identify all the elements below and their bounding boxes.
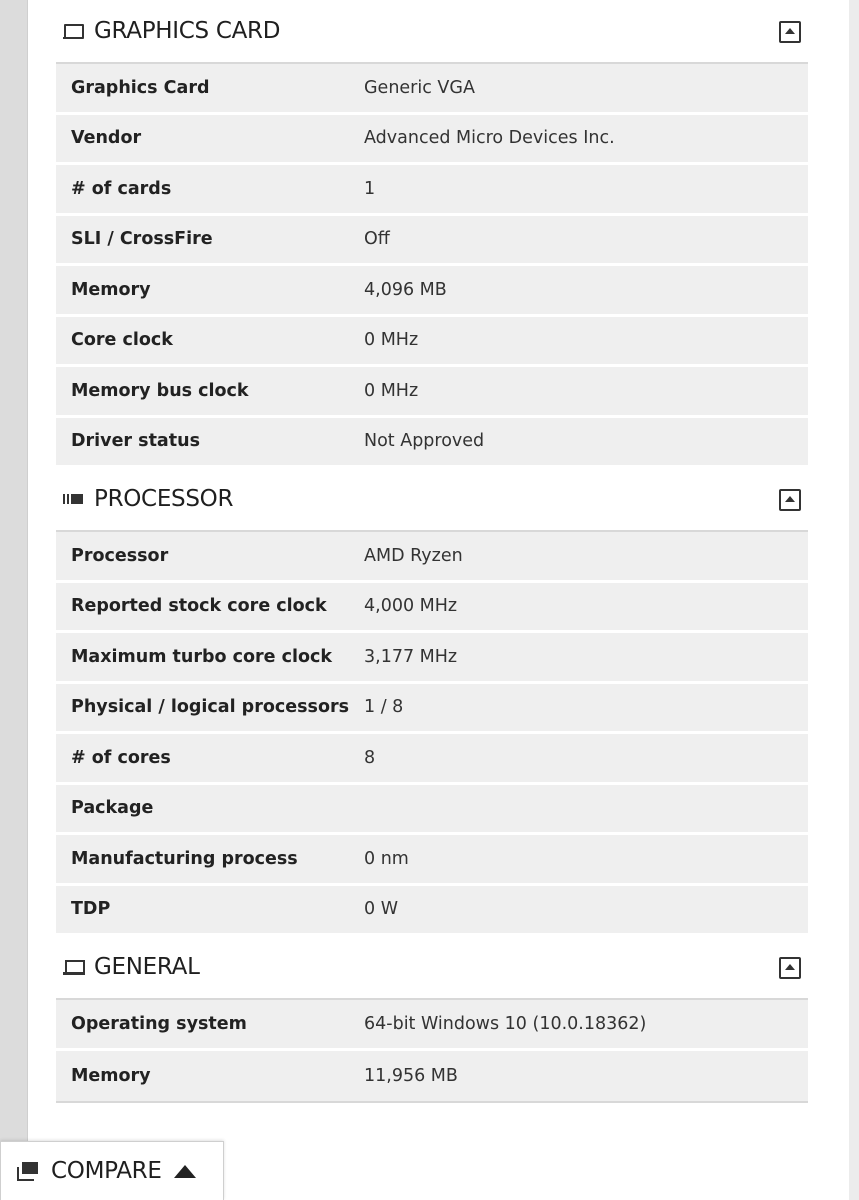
graphics-card-icon [63,23,83,39]
spec-value: Advanced Micro Devices Inc. [364,128,615,149]
spec-row [56,734,808,785]
spec-value: 0 nm [364,848,409,869]
spec-value: Not Approved [364,431,485,452]
spec-value: Off [364,229,390,250]
collapse-button[interactable] [779,489,801,511]
spec-value: 3,177 MHz [364,646,458,667]
spec-row [56,165,808,216]
scrollbar-track[interactable] [849,0,859,1200]
spec-label: Driver status [71,431,200,452]
spec-row [56,785,808,836]
system-info [56,0,808,1103]
spec-label: Memory [71,1065,151,1086]
spec-label: # of cards [71,178,172,199]
laptop-icon [63,959,83,975]
spec-row [56,64,808,115]
section-header [56,0,808,64]
spec-value: 11,956 MB [364,1065,458,1086]
spec-value: 4,000 MHz [364,596,458,617]
section-header [56,936,808,1000]
spec-label: Reported stock core clock [71,596,327,617]
spec-label: Operating system [71,1013,247,1034]
section-processor [56,468,808,936]
section-header [56,468,808,532]
collapse-button[interactable] [779,21,801,43]
spec-value: 1 [364,178,376,199]
spec-label: # of cores [71,747,171,768]
spec-label: Graphics Card [71,77,210,98]
spec-row [56,633,808,684]
spec-label: Vendor [71,128,142,149]
spec-row [56,266,808,317]
spec-row [56,886,808,937]
spec-value: AMD Ryzen [364,545,463,566]
spec-label: Physical / logical processors [71,697,350,718]
compare-button[interactable] [0,1141,224,1200]
collapse-button[interactable] [779,957,801,979]
spec-label: TDP [71,899,111,920]
spec-row [56,835,808,886]
spec-value: 4,096 MB [364,279,447,300]
spec-label: Processor [71,545,169,566]
spec-value: 1 / 8 [364,697,404,718]
section-title: GRAPHICS CARD [94,18,281,44]
spec-row [56,367,808,418]
spec-row [56,115,808,166]
spec-value: 64-bit Windows 10 (10.0.18362) [364,1013,647,1034]
spec-label: Manufacturing process [71,848,298,869]
spec-label: SLI / CrossFire [71,229,213,250]
spec-label: Core clock [71,330,173,351]
spec-row [56,684,808,735]
spec-table [56,64,808,468]
processor-icon [63,491,83,507]
section-graphics-card [56,0,808,468]
caret-up-icon [174,1165,196,1178]
section-title: GENERAL [94,954,200,980]
spec-row [56,583,808,634]
spec-value: 8 [364,747,376,768]
spec-row [56,317,808,368]
spec-label: Maximum turbo core clock [71,646,333,667]
spec-value: Generic VGA [364,77,475,98]
spec-row [56,532,808,583]
spec-label: Memory [71,279,151,300]
spec-row [56,418,808,469]
section-title: PROCESSOR [94,486,234,512]
compare-icon [17,1162,39,1180]
spec-row [56,1000,808,1051]
spec-table [56,532,808,936]
spec-row [56,216,808,267]
compare-label: COMPARE [51,1158,162,1184]
section-general [56,936,808,1103]
spec-row [56,1051,808,1102]
spec-table [56,1000,808,1103]
spec-label: Memory bus clock [71,380,249,401]
spec-label: Package [71,798,154,819]
spec-value: 0 MHz [364,330,419,351]
spec-value: 0 W [364,899,399,920]
spec-value: 0 MHz [364,380,419,401]
